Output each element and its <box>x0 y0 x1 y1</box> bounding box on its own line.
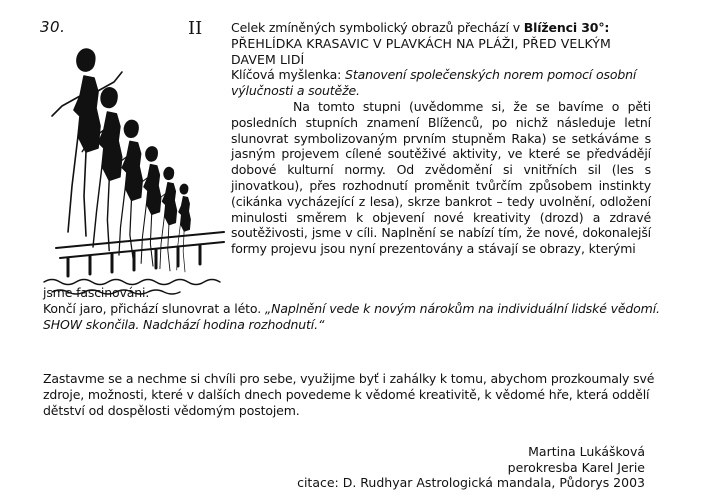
body-last-line: jsme fascinováni. <box>43 285 150 300</box>
symbol-headline: PŘEHLÍDKA KRASAVIC V PLAVKÁCH NA PLÁŽI, PŘED VELKÝM DAVEM LIDÍ <box>231 35 611 67</box>
keyword-label: Klíčová myšlenka: <box>231 67 342 83</box>
body-paragraph: Na tomto stupni (uvědomme si, že se bavíme o pěti posledních stupních znamení Blíženců, po nichž následuje letní slunovrat symbolizovaným prvním stupněm Raka) se setkáváme s jasným projevem cílené soutěživé aktivity, ve které se předvádějí dobové kulturní normy. Od zvědomění si vnitřních sil (les s jinovatkou), přes rozhodnutí proměnit tvůrčím způsobem instinkty (cikánka vycházející z lesa), skrze bankrot – tedy uvolnění, odložení minulosti směrem k objevení nové kreativity (drozd) a zdravé soutěživosti, jsme v cíli. Naplnění se nabízí tím, že nové, dokonalejší formy projevu jsou nyní prezentovány a stávají se obrazy, kterými <box>231 98 651 257</box>
degree-number: 30. <box>40 18 66 36</box>
citation: citace: D. Rudhyar Astrologická mandala, Půdorys 2003 <box>297 475 645 491</box>
rudhyar-quote: „Naplnění vede k novým nárokům na individuální lidské vědomí. SHOW skončila. Nadchází hodina rozhodnutí.“ <box>43 301 660 332</box>
illustrator-credit: perokresba Karel Jerie <box>507 459 645 475</box>
intro-line <box>231 20 651 36</box>
bathing-beauties-illustration <box>38 36 238 298</box>
gemini-sign-icon: II <box>188 18 203 39</box>
season-quote-line <box>43 301 665 333</box>
right-text-column <box>231 20 651 257</box>
sign-name: Blíženci 30°: <box>523 20 610 35</box>
author-name: Martina Lukášková <box>528 444 645 459</box>
credits <box>297 444 645 491</box>
keyword-line <box>231 67 651 99</box>
season-text: Končí jaro, přichází slunovrat a léto. <box>43 301 265 316</box>
outro-paragraph: Zastavme se a nechme si chvíli pro sebe, využijme byť i zahálky k tomu, abychom prozkoumaly své zdroje, možnosti, které v dalších dnech povedeme k vědomé kreativitě, k vědomé hře, která oddělí dětství od dospělosti vědomým postojem. <box>43 371 655 418</box>
keyword-text: Stanovení společenských norem pomocí osobní výlučnosti a soutěže. <box>231 67 637 99</box>
intro-lead: Celek zmíněných symbolický obrazů přechází v <box>231 20 524 35</box>
pier-stage <box>56 232 224 276</box>
